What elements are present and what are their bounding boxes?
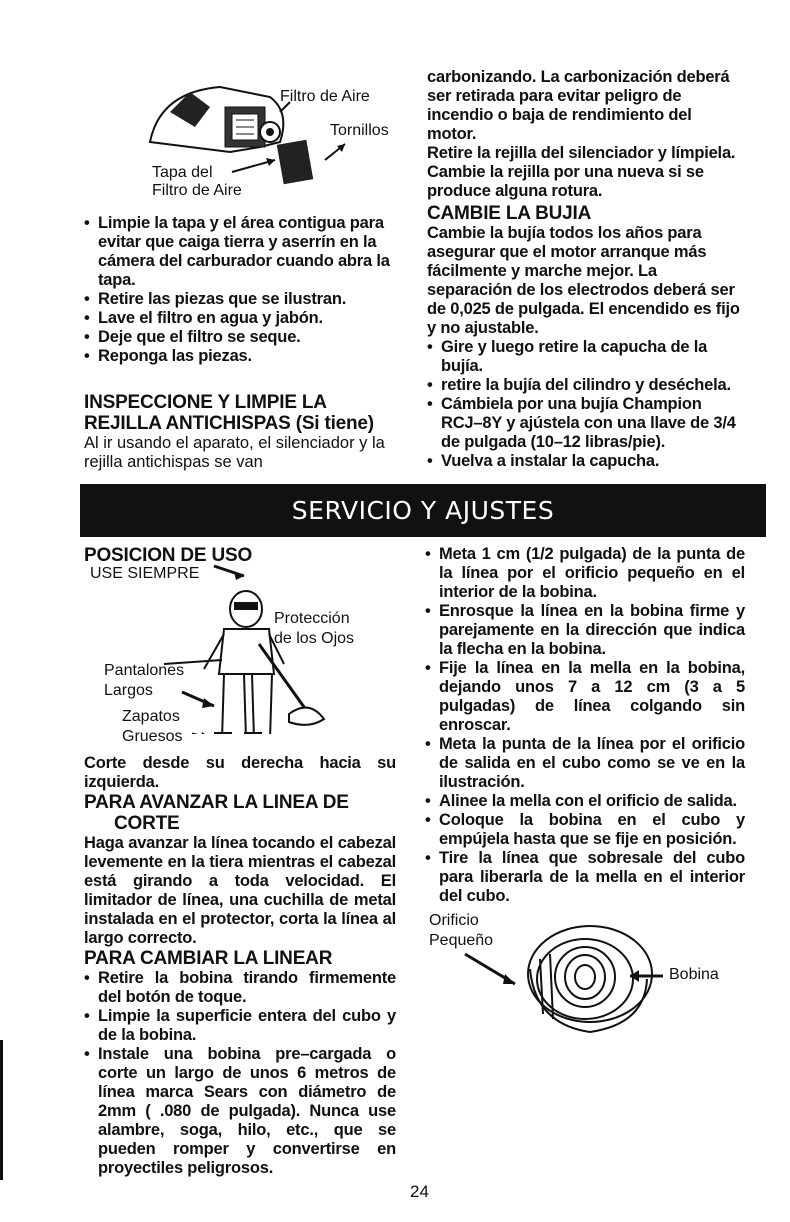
spool-figure — [425, 914, 745, 1054]
air-filter-label: Filtro de Aire — [280, 88, 370, 105]
list-item: • Deje que el filtro se seque. — [84, 328, 396, 347]
air-filter-figure — [130, 72, 410, 207]
section-banner: SERVICIO Y AJUSTES — [80, 484, 766, 537]
spark-plug-paragraph: Cambie la bujía todos los años para asegurar que el motor arranque más fácilmente y marche mejor. La separación de los electrodos deberá ser de 0,025 de pulgada. El encendido es fijo y no ajustable. — [427, 224, 740, 337]
cutting-direction-paragraph: Corte desde su derecha hacia su izquierda. — [84, 754, 396, 791]
spark-plug-steps-list — [427, 338, 745, 471]
list-item: • Gire y luego retire la capucha de la bujía. — [427, 338, 745, 376]
page-number: 24 — [410, 1182, 429, 1201]
list-item: • Retire las piezas que se ilustran. — [84, 290, 396, 309]
top-left-column — [84, 214, 396, 472]
list-item: • Meta 1 cm (1/2 pulgada) de la punta de la línea por el orificio pequeño en el interior de la bobina. — [425, 545, 745, 602]
list-item: • Alinee la mella con el orificio de salida. — [425, 792, 745, 811]
advance-line-paragraph: Haga avanzar la línea tocando el cabezal levemente en la tiera mientras el cabezal está girando a toda velocidad. El limitador de línea, una cuchilla de metal instalada en el protector, corta la línea al largo correcto. — [84, 834, 396, 947]
operator-figure — [84, 584, 396, 754]
change-line-heading: PARA CAMBIAR LA LINEAR — [84, 948, 333, 969]
bottom-right-column — [425, 545, 745, 1054]
spool-steps-list — [425, 545, 745, 906]
screws-label: Tornillos — [330, 122, 389, 139]
list-item: • retire la bujía del cilindro y deséchela. — [427, 376, 745, 395]
long-pants-label-2: Largos — [104, 682, 153, 699]
filter-cover-label-2: Filtro de Aire — [152, 182, 242, 199]
eye-protection-label-2: de los Ojos — [274, 630, 355, 647]
list-item: • Instale una bobina pre–cargada o corte un largo de unos 6 metros de línea marca Sears con diámetro de 2mm ( .080 de pulgada). Nunca use alambre, soga, hilo, etc., que se pueden romper y convertirse en proyectiles peligrosos. — [84, 1045, 396, 1178]
muffler-screen-paragraph: Retire la rejilla del silenciador y límpiela. Cambie la rejilla por una nueva si se produce alguna rotura. — [427, 144, 736, 200]
bottom-left-column — [84, 545, 396, 1178]
eye-protection-label-1: Protección — [274, 610, 350, 627]
filter-cover-label-1: Tapa del — [152, 164, 213, 181]
operating-position-heading: POSICION DE USO — [84, 545, 253, 566]
list-item: • Fije la línea en la mella en la bobina, dejando unos 7 a 12 cm (3 a 5 pulgadas) de línea colgando sin enroscar. — [425, 659, 745, 735]
heavy-shoes-label-1: Zapatos — [122, 708, 180, 725]
use-always-label: USE SIEMPRE — [90, 565, 200, 582]
change-line-steps-list — [84, 969, 396, 1178]
spark-screen-heading: INSPECCIONE Y LIMPIE LA REJILLA ANTICHISPAS (Si tiene) — [84, 392, 374, 434]
spark-screen-paragraph: Al ir usando el aparato, el silenciador y la rejilla antichispas se van — [84, 434, 385, 471]
list-item: • Limpie la superficie entera del cubo y de la bobina. — [84, 1007, 396, 1045]
advance-line-heading-2: CORTE — [114, 813, 180, 834]
top-right-column — [427, 68, 745, 471]
list-item: • Tire la línea que sobresale del cubo para liberarla de la mella en el interior del cubo. — [425, 849, 745, 906]
list-item: • Reponga las piezas. — [84, 347, 396, 366]
heavy-shoes-label-2: Gruesos — [122, 728, 183, 745]
list-item: • Enrosque la línea en la bobina firme y parejamente en la dirección que indica la flecha en la bobina. — [425, 602, 745, 659]
long-pants-label-1: Pantalones — [104, 662, 185, 679]
filter-steps-list — [84, 214, 396, 366]
carbon-paragraph: carbonizando. La carbonización deberá ser retirada para evitar peligro de incendio o baja de rendimiento del motor. — [427, 68, 730, 143]
list-item: • Meta la punta de la línea por el orificio de salida en el cubo como se ve en la ilustración. — [425, 735, 745, 792]
list-item: • Vuelva a instalar la capucha. — [427, 452, 745, 471]
spool-label: Bobina — [669, 966, 719, 983]
spark-plug-heading: CAMBIE LA BUJIA — [427, 203, 592, 224]
small-hole-label-2: Pequeño — [429, 932, 494, 949]
list-item: • Retire la bobina tirando firmemente del botón de toque. — [84, 969, 396, 1007]
page-edge-mark — [0, 1040, 3, 1180]
list-item: • Lave el filtro en agua y jabón. — [84, 309, 396, 328]
list-item: • Cámbiela por una bujía Champion RCJ–8Y y ajústela con una llave de 3/4 de pulgada (10–12 libras/pie). — [427, 395, 745, 452]
list-item: • Limpie la tapa y el área contigua para evitar que caiga tierra y aserrín en la cámera del carburador cuando abra la tapa. — [84, 214, 396, 290]
advance-line-heading-1: PARA AVANZAR LA LINEA DE — [84, 792, 349, 813]
list-item: • Coloque la bobina en el cubo y empújela hasta que se fije en posición. — [425, 811, 745, 849]
small-hole-label-1: Orificio — [429, 912, 479, 929]
